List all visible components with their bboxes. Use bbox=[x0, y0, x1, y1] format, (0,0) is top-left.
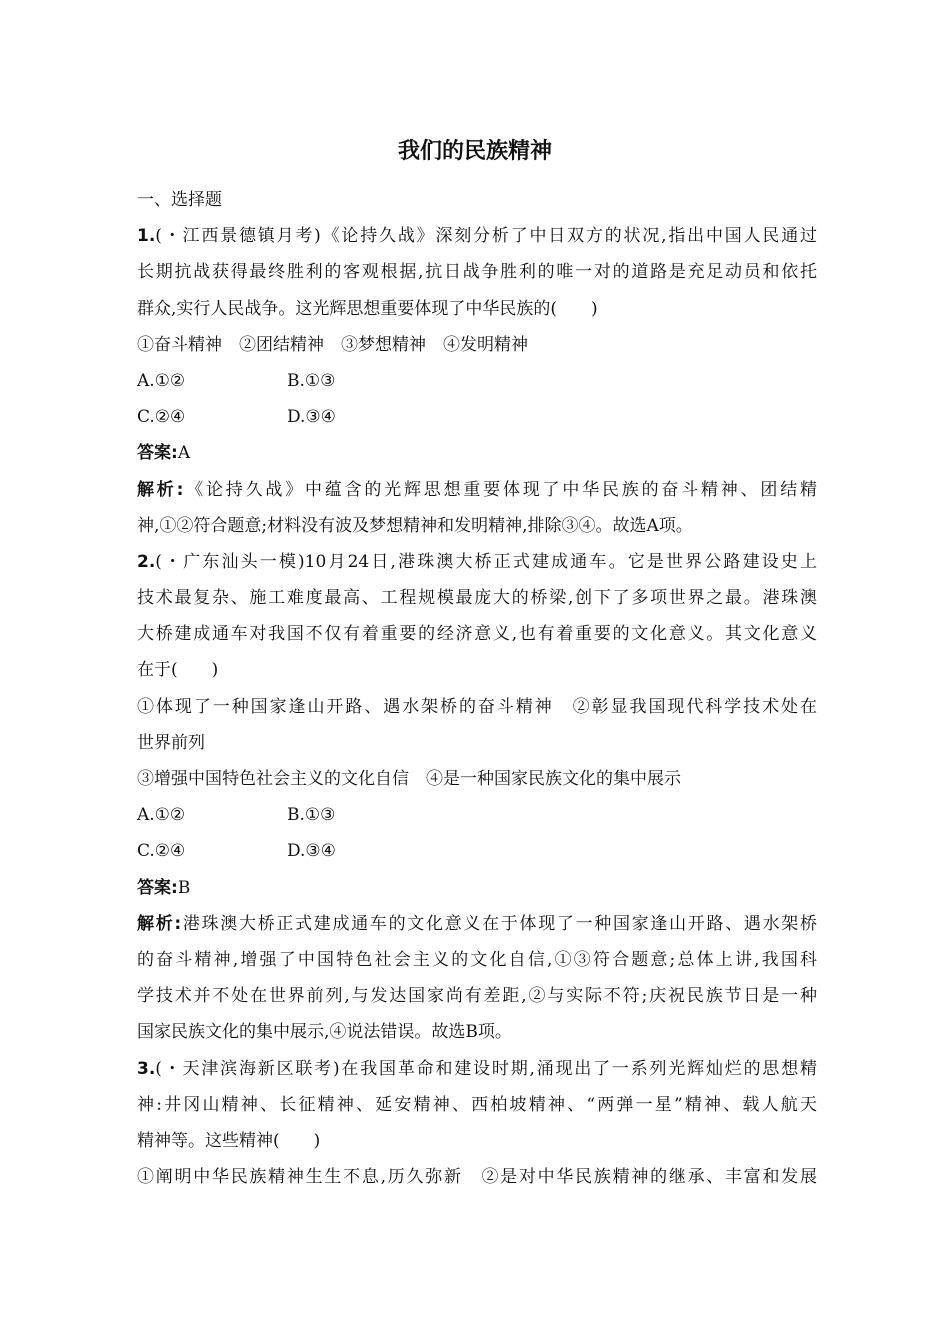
option-row bbox=[137, 833, 817, 869]
answer-label: 答案: bbox=[137, 443, 178, 464]
option-c: C.②④ bbox=[137, 841, 186, 862]
question-2 bbox=[137, 544, 817, 1051]
question-number: 3. bbox=[137, 1058, 156, 1079]
document-body bbox=[137, 182, 817, 1195]
analysis-label: 解析: bbox=[137, 913, 182, 934]
statement-line: ③增强中国特色社会主义的文化自信 ④是一种国家民族文化的集中展示 bbox=[137, 769, 681, 789]
analysis-line: 国家民族文化的集中展示,④说法错误。故选B项。 bbox=[137, 1022, 512, 1043]
question-text-line: 精神等。这些精神( ) bbox=[137, 1130, 321, 1151]
analysis-line: 学技术并不处在世界前列,与发达国家尚有差距,②与实际不符;庆祝民族节日是一种 bbox=[137, 986, 817, 1007]
question-text-line: 长期抗战获得最终胜利的客观根据,抗日战争胜利的唯一对的道路是充足动员和依托 bbox=[137, 262, 817, 283]
option-a: A.①② bbox=[137, 805, 186, 826]
question-1 bbox=[137, 218, 817, 544]
answer-line bbox=[137, 435, 817, 471]
question-number: 2. bbox=[137, 551, 156, 572]
analysis-line: 解析:《论持久战》中蕴含的光辉思想重要体现了中华民族的奋斗精神、团结精 bbox=[137, 479, 817, 500]
statement-line: 世界前列 bbox=[137, 732, 205, 753]
option-a: A.①② bbox=[137, 370, 186, 391]
option-row bbox=[137, 797, 817, 833]
option-b: B.①③ bbox=[287, 805, 336, 826]
answer-label: 答案: bbox=[137, 877, 178, 898]
answer-value: A bbox=[177, 443, 191, 464]
page-title: 我们的民族精神 bbox=[397, 139, 552, 164]
question-text-line: 群众,实行人民战争。这光辉思想重要体现了中华民族的( ) bbox=[137, 298, 598, 319]
question-number: 1. bbox=[137, 226, 156, 247]
option-c: C.②④ bbox=[137, 407, 186, 428]
question-text-line: 3.(・天津滨海新区联考)在我国革命和建设时期,涌现出了一系列光辉灿烂的思想精 bbox=[137, 1058, 817, 1079]
analysis-line: 的奋斗精神,增强了中国特色社会主义的文化自信,①③符合题意;总体上讲,我国科 bbox=[137, 949, 817, 970]
statement-line: ①体现了一种国家逢山开路、遇水架桥的奋斗精神 ②彰显我国现代科学技术处在 bbox=[137, 696, 817, 717]
question-text-line: 1.(・江西景德镇月考)《论持久战》深刻分析了中日双方的状况,指出中国人民通过 bbox=[137, 226, 817, 247]
analysis-line: 神,①②符合题意;材料没有波及梦想精神和发明精神,排除③④。故选A项。 bbox=[137, 515, 693, 536]
option-row bbox=[137, 399, 817, 435]
answer-line bbox=[137, 870, 817, 906]
question-text-line: 在于( ) bbox=[137, 660, 219, 681]
question-text-line: 神:井冈山精神、长征精神、延安精神、西柏坡精神、“两弹一星”精神、载人航天 bbox=[137, 1094, 817, 1115]
option-d: D.③④ bbox=[287, 841, 336, 862]
option-d: D.③④ bbox=[287, 407, 336, 428]
option-b: B.①③ bbox=[287, 370, 336, 391]
statement-line: ①奋斗精神 ②团结精神 ③梦想精神 ④发明精神 bbox=[137, 334, 528, 355]
question-3 bbox=[137, 1051, 817, 1196]
section-heading: 一、选择题 bbox=[137, 190, 222, 210]
statement-line: ①阐明中华民族精神生生不息,历久弥新 ②是对中华民族精神的继承、丰富和发展 bbox=[137, 1167, 817, 1188]
question-text-line: 2.(・广东汕头一模)10月24日,港珠澳大桥正式建成通车。它是世界公路建设史上 bbox=[137, 551, 817, 572]
answer-value: B bbox=[177, 877, 191, 898]
analysis-label: 解析: bbox=[137, 479, 184, 500]
question-text-line: 技术最复杂、施工难度最高、工程规模最庞大的桥梁,创下了多项世界之最。港珠澳 bbox=[137, 588, 817, 609]
question-text-line: 大桥建成通车对我国不仅有着重要的经济意义,也有着重要的文化意义。其文化意义 bbox=[137, 624, 817, 645]
analysis-line: 解析:港珠澳大桥正式建成通车的文化意义在于体现了一种国家逢山开路、遇水架桥 bbox=[137, 913, 817, 934]
option-row bbox=[137, 363, 817, 399]
